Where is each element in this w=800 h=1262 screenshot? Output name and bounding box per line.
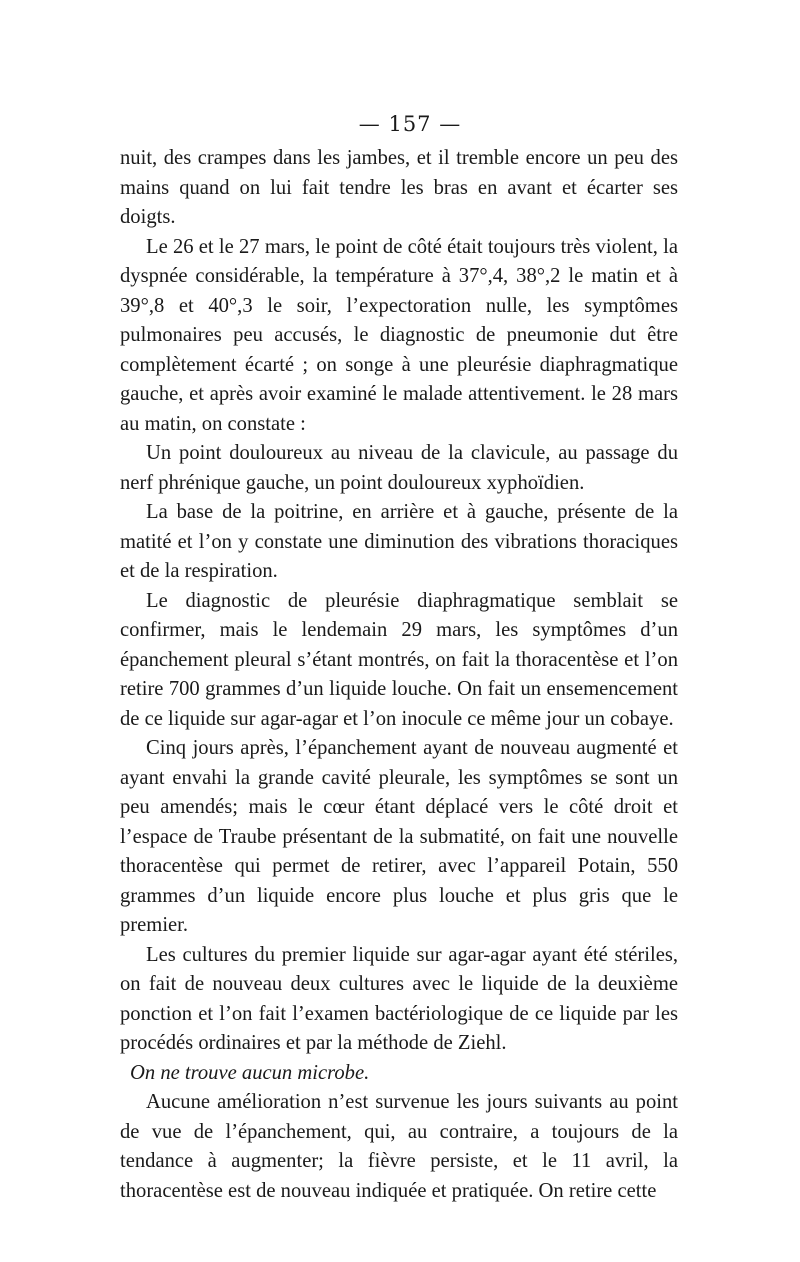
paragraph-6: Cinq jours après, l’épanchement ayant de nouveau augmenté et ayant envahi la grande cavité pleurale, les symptômes se sont un peu amendés; mais le cœur étant déplacé vers le côté droit et l’espace de Traube présentant de la submatité, on fait une nouvelle thoracentèse qui permet de retirer, avec l’appareil Potain, 550 grammes d’un liquide encore plus louche et plus gris que le premier. [120,737,678,936]
paragraph-1: nuit, des crampes dans les jambes, et il tremble encore un peu des mains quand on lui fait tendre les bras en avant et écarter ses doigts. [120,147,678,228]
paragraph-5: Le diagnostic de pleurésie diaphragmatique semblait se confirmer, mais le lendemain 29 mars, les symptômes d’un épanchement pleural s’étant montrés, on fait la thoracentèse et l’on retire 700 grammes d’un liquide louche. On fait un ensemencement de ce liquide sur agar-agar et l’on inocule ce même jour un cobaye. [120,589,678,730]
paragraph-3: Un point douloureux au niveau de la clavicule, au passage du nerf phrénique gauche, un point douloureux xyphoïdien. [120,442,678,494]
page-number: — 157 — [358,112,462,136]
italic-statement: On ne trouve aucun microbe. [130,1061,370,1084]
paragraph-4: La base de la poitrine, en arrière et à gauche, présente de la matité et l’on y constate une diminution des vibrations thoraciques et de la respiration. [120,501,678,582]
paragraph-7: Les cultures du premier liquide sur agar-agar ayant été stériles, on fait de nouveau deux cultures avec le liquide de la deuxième ponction et l’on fait l’examen bactériologique de ce liquide par les procédés ordinaires et par la méthode de Ziehl. [120,943,678,1054]
paragraph-2: Le 26 et le 27 mars, le point de côté était toujours très violent, la dyspnée considérable, la température à 37°,4, 38°,2 le matin et à 39°,8 et 40°,3 le soir, l’expectoration nulle, les symptômes pulmonaires peu accusés, le diagnostic de pneumonie dut être complètement écarté ; on songe à une pleurésie diaphragmatique gauche, et après avoir examiné le malade attentivement. le 28 mars au matin, on constate : [120,235,678,435]
paragraph-8: Aucune amélioration n’est survenue les jours suivants au point de vue de l’épanchement, qui, au contraire, a toujours de la tendance à augmenter; la fièvre persiste, et le 11 avril, la thoracentèse est de nouveau indiquée et pratiquée. On retire cette [120,1091,678,1202]
body-text [120,144,678,1206]
